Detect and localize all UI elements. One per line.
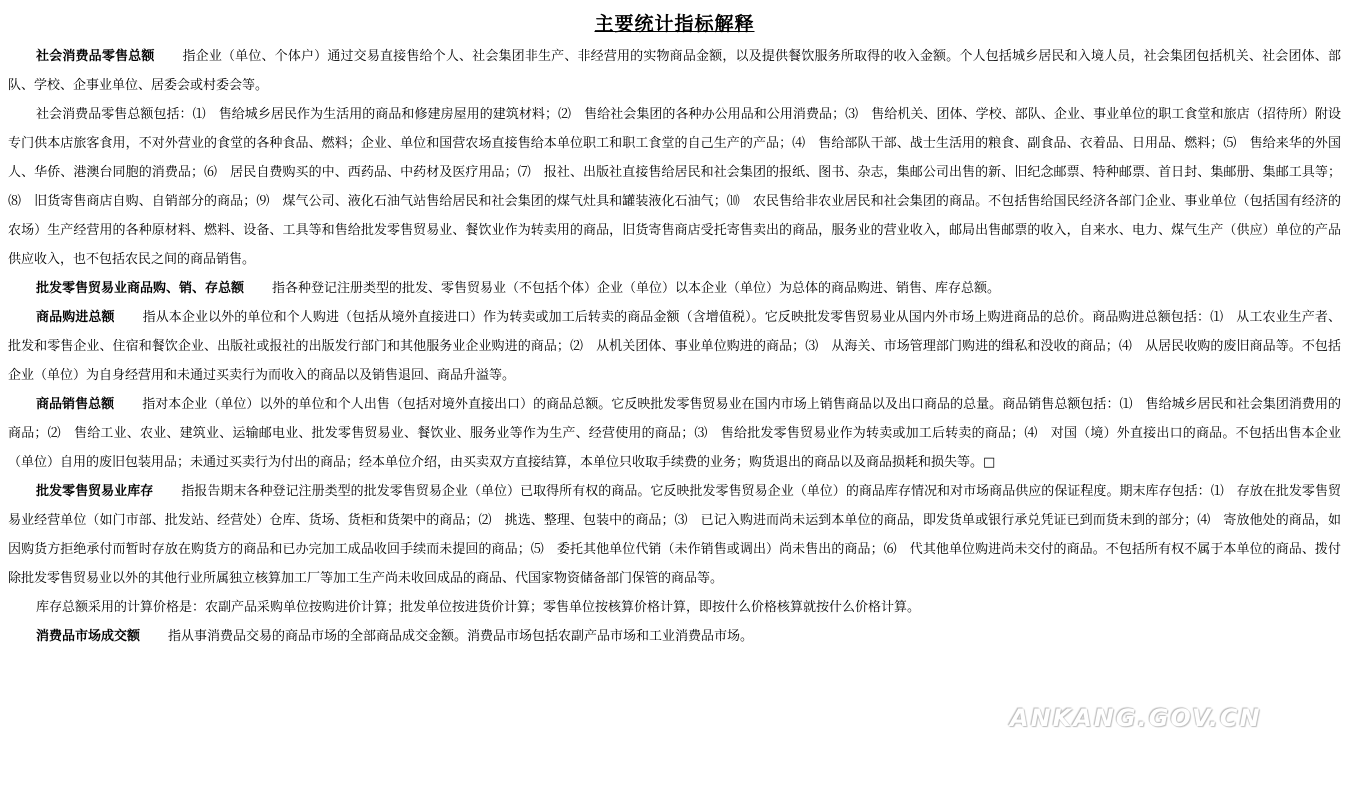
document bbox=[8, 10, 1341, 651]
paragraph-purchase-total bbox=[8, 303, 1341, 390]
term-purchase-total: 商品购进总额 bbox=[36, 310, 115, 325]
paragraph-text: 指对本企业（单位）以外的单位和个人出售（包括对境外直接出口）的商品总额。它反映批发零售贸易业在国内市场上销售商品以及出口商品的总量。商品销售总额包括：⑴ 售给城乡居民和社会集团消费用的商品；⑵ 售给工业、农业、建筑业、运输邮电业、批发零售贸易业、餐饮业、服务业等作为生产、经营使用的商品；⑶ 售给批发零售贸易业作为转卖或加工后转卖的商品；⑷ 对国（境）外直接出口的商品。不包括出售本企业（单位）自用的废旧包装用品；未通过买卖行为付出的商品；经本单位介绍，由买卖双方直接结算，本单位只收取手续费的业务；购货退出的商品以及商品损耗和损失等。□ bbox=[8, 397, 1341, 470]
term-wholesale-totals: 批发零售贸易业商品购、销、存总额 bbox=[36, 281, 245, 296]
site-watermark: ANKANG.GOV.CN bbox=[1010, 704, 1262, 732]
paragraph-text: 指各种登记注册类型的批发、零售贸易业（不包括个体）企业（单位）以本企业（单位）为总体的商品购进、销售、库存总额。 bbox=[272, 281, 1001, 296]
term-inventory: 批发零售贸易业库存 bbox=[36, 484, 154, 499]
paragraph-text: 指从本企业以外的单位和个人购进（包括从境外直接进口）作为转卖或加工后转卖的商品金额（含增值税）。它反映批发零售贸易业从国内外市场上购进商品的总价。商品购进总额包括：⑴ 从工农业生产者、批发和零售企业、住宿和餐饮企业、出版社或报社的出版发行部门和其他服务业企业购进的商品；⑵ 从机关团体、事业单位购进的商品；⑶ 从海关、市场管理部门购进的缉私和没收的商品；⑷ 从居民收购的废旧商品等。不包括企业（单位）为自身经营用和未通过买卖行为而收入的商品以及销售退回、商品升溢等。 bbox=[8, 310, 1341, 383]
paragraph-wholesale-totals bbox=[8, 274, 1341, 303]
paragraph-market-turnover bbox=[8, 622, 1341, 651]
paragraph-retail-sales-includes bbox=[8, 100, 1341, 274]
paragraph-text: 指从事消费品交易的商品市场的全部商品成交金额。消费品市场包括农副产品市场和工业消费品市场。 bbox=[168, 629, 754, 644]
paragraph-text: 指报告期末各种登记注册类型的批发零售贸易企业（单位）已取得所有权的商品。它反映批发零售贸易企业（单位）的商品库存情况和对市场商品供应的保证程度。期末库存包括：⑴ 存放在批发零售贸易业经营单位（如门市部、批发站、经营处）仓库、货场、货柜和货架中的商品；⑵ 挑选、整理、包装中的商品；⑶ 已记入购进而尚未运到本单位的商品，即发货单或银行承兑凭证已到而货未到的部分；⑷ 寄放他处的商品，如因购货方拒绝承付而暂时存放在购货方的商品和已办完加工成品收回手续而未提回的商品；⑸ 委托其他单位代销（未作销售或调出）尚未售出的商品；⑹ 代其他单位购进尚未交付的商品。不包括所有权不属于本单位的商品、拨付除批发零售贸易业以外的其他行业所属独立核算加工厂等加工生产尚未收回成品的商品、代国家物资储备部门保管的商品等。 bbox=[8, 484, 1341, 586]
paragraph-text: 库存总额采用的计算价格是：农副产品采购单位按购进价计算；批发单位按进货价计算；零售单位按核算价格计算，即按什么价格核算就按什么价格计算。 bbox=[36, 600, 921, 615]
term-market-turnover: 消费品市场成交额 bbox=[36, 629, 141, 644]
term-sales-total: 商品销售总额 bbox=[36, 397, 115, 412]
paragraph-sales-total bbox=[8, 390, 1341, 477]
paragraph-text: 社会消费品零售总额包括：⑴ 售给城乡居民作为生活用的商品和修建房屋用的建筑材料；⑵ 售给社会集团的各种办公用品和公用消费品；⑶ 售给机关、团体、学校、部队、企业、事业单位的职工食堂和旅店（招待所）附设专门供本店旅客食用，不对外营业的食堂的各种食品、燃料；企业、单位和国营农场直接售给本单位职工和职工食堂的自己生产的产品；⑷ 售给部队干部、战士生活用的粮食、副食品、衣着品、日用品、燃料；⑸ 售给来华的外国人、华侨、港澳台同胞的消费品；⑹ 居民自费购买的中、西药品、中药材及医疗用品；⑺ 报社、出版社直接售给居民和社会集团的报纸、图书、杂志，集邮公司出售的新、旧纪念邮票、特种邮票、首日封、集邮册、集邮工具等；⑻ 旧货寄售商店自购、自销部分的商品；⑼ 煤气公司、液化石油气站售给居民和社会集团的煤气灶具和罐装液化石油气；⑽ 农民售给非农业居民和社会集团的商品。不包括售给国民经济各部门企业、事业单位（包括国有经济的农场）生产经营用的各种原材料、燃料、设备、工具等和售给批发零售贸易业、餐饮业作为转卖用的商品，旧货寄售商店受托寄售卖出的商品，服务业的营业收入，邮局出售邮票的收入，自来水、电力、煤气生产（供应）单位的产品供应收入，也不包括农民之间的商品销售。 bbox=[8, 107, 1341, 267]
term-retail-sales: 社会消费品零售总额 bbox=[36, 49, 155, 64]
paragraph-text: 指企业（单位、个体户）通过交易直接售给个人、社会集团非生产、非经营用的实物商品金额，以及提供餐饮服务所取得的收入金额。个人包括城乡居民和入境人员，社会集团包括机关、社会团体、部队、学校、企事业单位、居委会或村委会等。 bbox=[8, 49, 1341, 93]
paragraph-inventory bbox=[8, 477, 1341, 593]
page-title: 主要统计指标解释 bbox=[594, 13, 755, 35]
paragraph-retail-sales-definition bbox=[8, 42, 1341, 100]
paragraph-inventory-pricing bbox=[8, 593, 1341, 622]
